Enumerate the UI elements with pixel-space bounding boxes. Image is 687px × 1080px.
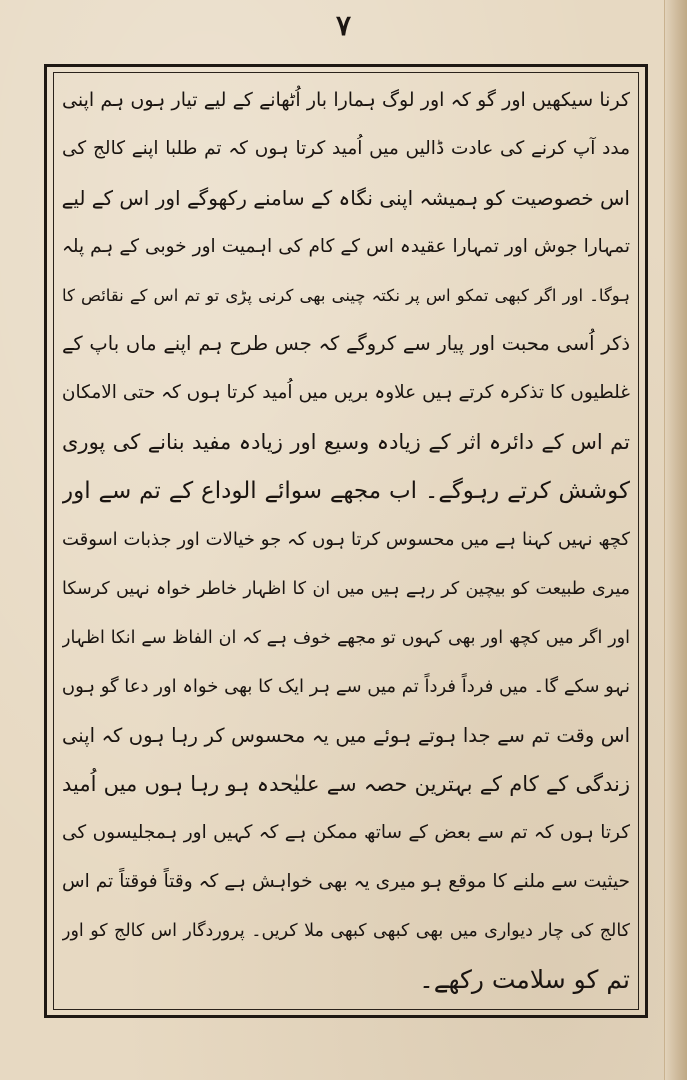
text-line: نہو سکے گا۔ میں فرداً فرداً تم میں سے ہر ایک کا بھی خواہ اور دعا گو ہوں (62, 675, 630, 697)
text-line: ہوگا۔ اور اگر کبھی تمکو اس پر نکتہ چینی بھی کرنی پڑی تو تم اس کے نقائص کا (62, 285, 630, 305)
urdu-text-block (62, 76, 630, 1004)
text-line: کرنا سیکھیں اور گو کہ اور لوگ ہمارا بار اُٹھانے کے لیے تیار ہوں ہم اپنی (62, 89, 630, 111)
text-line: تم اس کے دائرہ اثر کے زیادہ وسیع اور زیادہ مفید بنانے کی پوری (62, 430, 630, 455)
text-line: اور اگر میں کچھ اور بھی کہوں تو مجھے خوف ہے کہ ان الفاظ سے انکا اظہار (62, 627, 630, 648)
page-number: ۷ (335, 9, 352, 42)
text-line: مدد آپ کرنے کی عادت ڈالیں میں اُمید کرتا ہوں کہ تم طلبا اپنے کالج کی (62, 137, 630, 159)
text-line: زندگی کے کام کے بہترین حصہ سے علیٰحدہ ہو رہا ہوں میں اُمید (62, 772, 630, 797)
text-line: کچھ نہیں کہنا ہے میں محسوس کرتا ہوں کہ جو خیالات اور جذبات اسوقت (62, 529, 630, 551)
text-line: اس وقت تم سے جدا ہوتے ہوئے میں یہ محسوس کر رہا ہوں کہ اپنی (62, 723, 630, 747)
text-line: حیثیت سے ملنے کا موقع ہو میری یہ بھی خواہش ہے کہ وقتاً فوقتاً تم اس (62, 871, 630, 893)
text-line: کالج کی چار دیواری میں بھی کبھی کبھی ملا کریں۔ پروردگار اس کالج کو اور (62, 921, 630, 942)
text-line: غلطیوں کا تذکرہ کرتے ہیں علاوہ بریں میں اُمید کرتا ہوں کہ حتی الامکان (62, 382, 630, 404)
text-line: اس خصوصیت کو ہمیشہ اپنی نگاہ کے سامنے رکھوگے اور اس کے لیے (62, 185, 630, 210)
text-line-last: تم کو سلامت رکھے۔ (419, 965, 630, 995)
text-line: کوشش کرتے رہوگے۔ اب مجھے سوائے الوداع کے تم سے اور (62, 478, 630, 505)
page-binding-edge (664, 0, 687, 1080)
text-line: تمہارا جوش اور تمہارا عقیدہ اس کے کام کی اہمیت اور خوبی کے ہم پلہ (62, 235, 630, 257)
text-line: میری طبیعت کو بیچین کر رہے ہیں میں ان کا اظہار خاطر خواہ نہیں کرسکا (62, 578, 630, 599)
text-line: ذکر اُسی محبت اور پیار سے کروگے کہ جس طرح ہم اپنے ماں باپ کے (62, 332, 630, 356)
text-line: کرتا ہوں کہ تم سے بعض کے ساتھ ممکن ہے کہ کہیں اور ہمجلیسوں کی (62, 822, 630, 844)
